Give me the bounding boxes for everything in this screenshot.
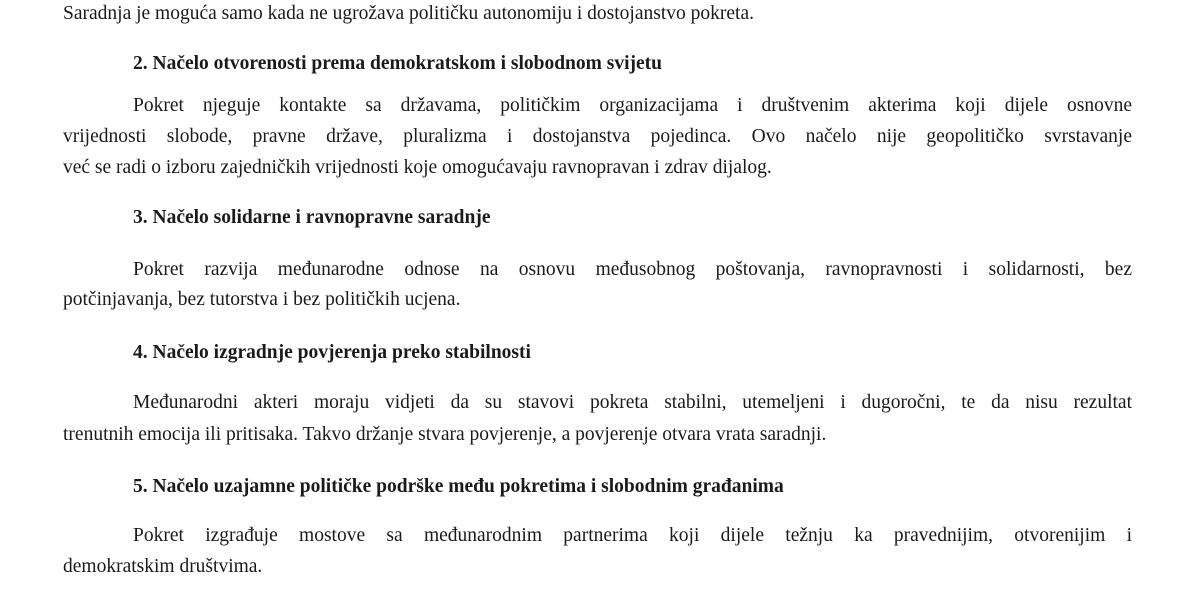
section-4-paragraph-line-2: trenutnih emocija ili pritisaka. Takvo držanje stvara povjerenje, a povjerenje otvara vrata saradnji. [63,424,827,445]
section-heading-2: 2. Načelo otvorenosti prema demokratskom i slobodnom svijetu [133,53,663,74]
intro-paragraph-tail: Saradnja je moguća samo kada ne ugrožava političku autonomiju i dostojanstvo pokreta. [63,3,754,24]
section-2-paragraph-line-3: već se radi o izboru zajedničkih vrijednosti koje omogućavaju ravnopravan i zdrav dijalog. [63,157,772,178]
section-heading-3: 3. Načelo solidarne i ravnopravne saradnje [133,207,491,228]
section-3-paragraph-line-2: potčinjavanja, bez tutorstva i bez političkih ucjena. [63,289,461,310]
section-heading-5: 5. Načelo uzajamne političke podrške među pokretima i slobodnim građanima [133,476,784,497]
section-5-paragraph-line-1: Pokret izgrađuje mostove sa međunarodnim partnerima koji dijele težnju ka pravednijim, otvorenijim i [133,525,1132,546]
section-5-paragraph-line-2: demokratskim društvima. [63,556,263,577]
section-heading-4: 4. Načelo izgradnje povjerenja preko stabilnosti [133,342,531,363]
section-4-paragraph-line-1: Međunarodni akteri moraju vidjeti da su stavovi pokreta stabilni, utemeljeni i dugoročni, te da nisu rezultat [133,392,1132,413]
section-2-paragraph-line-2: vrijednosti slobode, pravne države, pluralizma i dostojanstva pojedinca. Ovo načelo nije geopolitičko svrstavanje [63,126,1132,147]
section-2-paragraph-line-1: Pokret njeguje kontakte sa državama, političkim organizacijama i društvenim akterima koji dijele osnovne [133,95,1132,116]
section-3-paragraph-line-1: Pokret razvija međunarodne odnose na osnovu međusobnog poštovanja, ravnopravnosti i solidarnosti, bez [133,259,1132,280]
